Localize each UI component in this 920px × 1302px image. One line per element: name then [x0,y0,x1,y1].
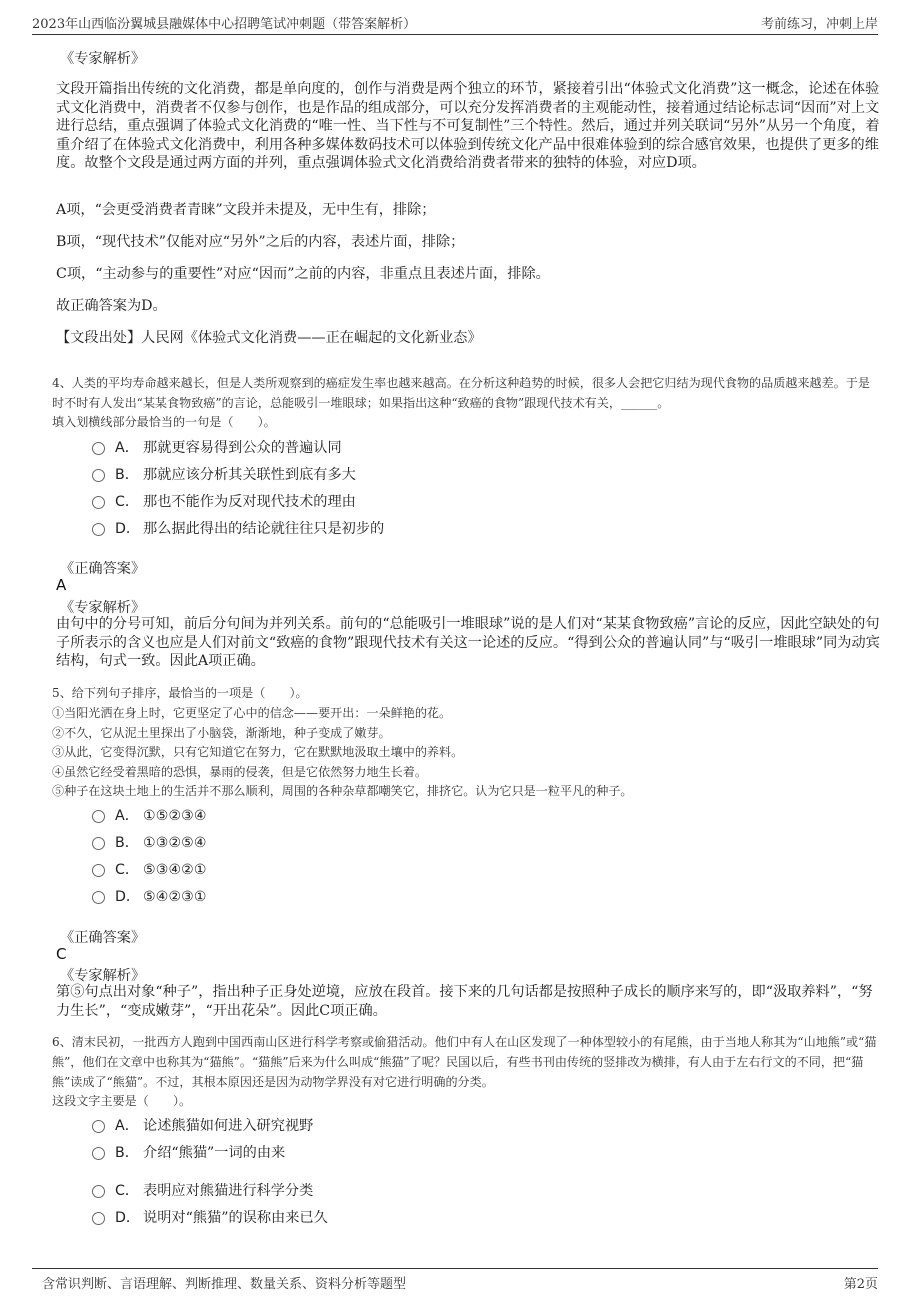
q5-answer: C [56,945,67,963]
radio-icon[interactable] [92,442,105,455]
radio-icon[interactable] [92,891,105,904]
page-header [32,10,878,35]
radio-icon[interactable] [92,1120,105,1133]
q5-expert-label: 《专家解析》 [60,968,146,984]
q6-stem: 6、清末民初，一批西方人跑到中国西南山区进行科学考察或偷猎活动。他们中有人在山区发现了一种体型较小的有尾熊，由于当地人称其为“山地熊”或“猫熊”，他们在文章中也称其为“猫熊”。“猫熊”后来为什么叫成“熊猫”了呢？民国以后，有些书刊由传统的竖排改为横排，有人由于左右行文的不同，把“猫熊”读成了“熊猫”。不过，其根本原因还是因为动物学界没有对它进行明确的分类。 [52,1035,877,1089]
q5-sentence-4: ④虽然它经受着黑暗的恐惧，暴雨的侵袭，但是它依然努力地生长着。 [52,765,427,779]
q4-option-d[interactable]: D． 那么据此得出的结论就往往只是初步的 [92,518,384,538]
q4-option-a[interactable]: A． 那就更容易得到公众的普遍认同 [92,437,342,457]
q5-option-c[interactable]: C． ⑤③④②① [92,859,207,879]
radio-icon[interactable] [92,523,105,536]
q3-analysis-paragraph: 文段开篇指出传统的文化消费，都是单向度的，创作与消费是两个独立的环节，紧接着引出“体验式文化消费”这一概念，论述在体验式文化消费中，消费者不仅参与创作，也是作品的组成部分，可以充分发挥消费者的主观能动性，接着通过结论标志词“因而”对上文进行总结，重点强调了体验式文化消费的“唯一性、当下性与不可复制性”三个特性。然后，通过并列关联词“另外”从另一个角度，着重介绍了在体验式文化消费中，利用各种多媒体数码技术可以体验到传统文化产品中很难体验到的综合感官效果，也提供了更多的维度。故整个文段是通过两方面的并列，重点强调体验式文化消费给消费者带来的独特的体验，对应D项。 [56,81,880,172]
page-footer [32,1268,878,1295]
q3-expert-label: 《专家解析》 [60,51,146,67]
q5-option-a[interactable]: A． ①⑤②③④ [92,805,207,825]
radio-icon[interactable] [92,1185,105,1198]
q5-sentence-3: ③从此，它变得沉默，只有它知道它在努力，它在默默地汲取土壤中的养料。 [52,745,464,759]
radio-icon[interactable] [92,1147,105,1160]
radio-icon[interactable] [92,496,105,509]
q5-sentence-1: ①当阳光洒在身上时，它更坚定了心中的信念——要开出：一朵鲜艳的花。 [52,706,452,720]
q4-prompt: 填入划横线部分最恰当的一句是（ ）。 [52,415,276,429]
q3-conclusion: 故正确答案为D。 [56,298,167,314]
q4-expert-label: 《专家解析》 [60,600,146,616]
q6-option-d[interactable]: D． 说明对“熊猫”的误称由来已久 [92,1207,328,1227]
radio-icon[interactable] [92,1212,105,1225]
q5-answer-label: 《正确答案》 [60,930,146,946]
q4-stem: 4、人类的平均寿命越来越长，但是人类所观察到的癌症发生率也越来越高。在分析这种趋势的时候，很多人会把它归结为现代食物的品质越来越差。于是时不时有人发出“某某食物致癌”的言论，总能吸引一堆眼球；如果指出这种“致癌的食物”跟现代技术有关，______。 [52,376,870,410]
q3-analysis-b: B项，“现代技术”仅能对应“另外”之后的内容，表述片面，排除； [56,234,465,250]
q3-analysis-a: A项，“会更受消费者青睐”文段并未提及，无中生有，排除； [56,202,436,218]
document-title: 2023年山西临汾翼城县融媒体中心招聘笔试冲刺题（带答案解析） [32,17,417,32]
q4-answer: A [56,576,67,594]
q6-option-b[interactable]: B． 介绍“熊猫”一词的由来 [92,1142,285,1162]
q5-explanation: 第⑤句点出对象“种子”，指出种子正身处逆境，应放在段首。接下来的几句话都是按照种子成长的顺序来写的，即“汲取养料”，“努力生长”，“变成嫩芽”，“开出花朵”。因此C项正确。 [56,984,873,1019]
q6-option-a[interactable]: A． 论述熊猫如何进入研究视野 [92,1115,313,1135]
q4-option-c[interactable]: C． 那也不能作为反对现代技术的理由 [92,491,356,511]
radio-icon[interactable] [92,469,105,482]
q4-option-b[interactable]: B． 那就应该分析其关联性到底有多大 [92,464,356,484]
q5-stem: 5、给下列句子排序，最恰当的一项是（ ）。 [52,686,308,700]
q5-option-b[interactable]: B． ①③②⑤④ [92,832,207,852]
q5-sentence-2: ②不久，它从泥土里探出了小脑袋，渐渐地，种子变成了嫩芽。 [52,726,391,740]
footer-topics: 含常识判断、言语理解、判断推理、数量关系、资料分析等题型 [42,1277,407,1292]
header-slogan: 考前练习，冲刺上岸 [760,17,878,32]
q3-analysis-c: C项，“主动参与的重要性”对应“因而”之前的内容，非重点且表述片面，排除。 [56,266,550,282]
q6-option-c[interactable]: C． 表明应对熊猫进行科学分类 [92,1180,313,1200]
q3-source: 【文段出处】人民网《体验式文化消费——正在崛起的文化新业态》 [56,330,482,346]
q4-answer-label: 《正确答案》 [60,561,146,577]
radio-icon[interactable] [92,810,105,823]
page-number: 第2页 [843,1277,878,1292]
q5-sentence-5: ⑤种子在这块土地上的生活并不那么顺利，周围的各种杂草都嘲笑它，排挤它。认为它只是一粒平凡的种子。 [52,784,633,798]
radio-icon[interactable] [92,837,105,850]
radio-icon[interactable] [92,864,105,877]
q5-option-d[interactable]: D． ⑤④②③① [92,886,207,906]
q4-explanation: 由句中的分号可知，前后分句间为并列关系。前句的“总能吸引一堆眼球”说的是人们对“某某食物致癌”言论的反应，因此空缺处的句子所表示的含义也应是人们对前文“致癌的食物”跟现代技术有关这一论述的反应。“得到公众的普遍认同”与“吸引一堆眼球”同为动宾结构，句式一致。因此A项正确。 [56,616,880,670]
q6-prompt: 这段文字主要是（ ）。 [52,1094,192,1108]
